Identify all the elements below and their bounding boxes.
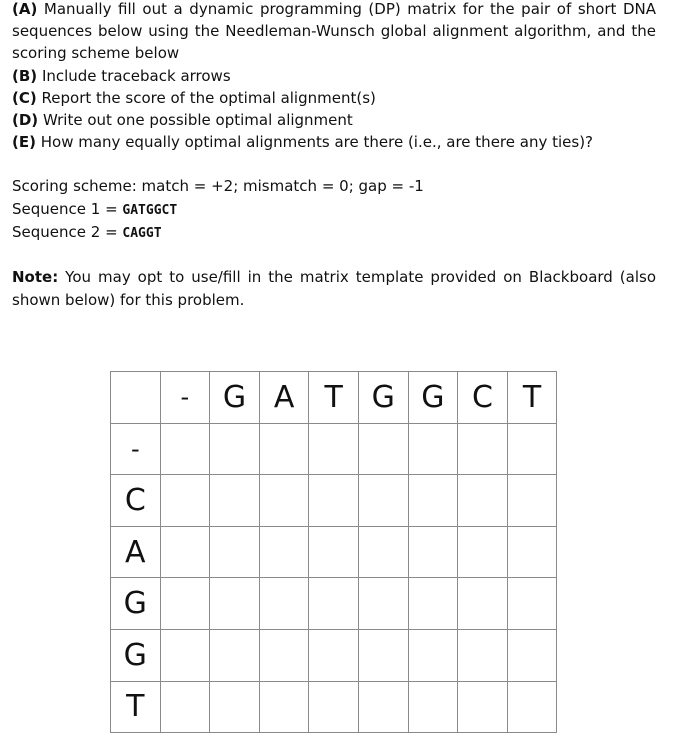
question-a-label: (A) — [12, 0, 38, 18]
note — [12, 266, 656, 311]
matrix-empty-cell — [160, 629, 210, 681]
matrix-empty-cell — [309, 475, 359, 527]
question-e-label: (E) — [12, 133, 36, 152]
matrix-header-row — [111, 372, 557, 424]
matrix-row — [111, 423, 557, 475]
matrix-empty-cell — [358, 475, 408, 527]
matrix-empty-cell — [160, 423, 210, 475]
matrix-empty-cell — [210, 526, 260, 578]
scoring-block — [12, 175, 424, 244]
matrix-empty-cell — [210, 578, 260, 630]
question-c-label: (C) — [12, 88, 37, 107]
question-b-label: (B) — [12, 66, 38, 85]
question-e-text: How many equally optimal alignments are there (i.e., are there any ties)? — [40, 133, 594, 152]
matrix-empty-cell — [408, 475, 458, 527]
matrix-empty-cell — [358, 578, 408, 630]
matrix-column-header: G — [210, 372, 260, 424]
scoring-scheme: Scoring scheme: match = +2; mismatch = 0; gap = -1 — [12, 177, 424, 195]
question-b — [12, 65, 656, 87]
matrix-empty-cell — [408, 629, 458, 681]
dp-matrix-template — [110, 371, 557, 733]
matrix-empty-cell — [259, 578, 309, 630]
matrix-row — [111, 629, 557, 681]
question-list — [12, 0, 656, 153]
matrix-empty-cell — [458, 629, 508, 681]
matrix-row — [111, 578, 557, 630]
matrix-empty-cell — [160, 526, 210, 578]
matrix-empty-cell — [160, 475, 210, 527]
matrix-empty-cell — [259, 475, 309, 527]
matrix-empty-cell — [408, 423, 458, 475]
matrix-empty-cell — [259, 423, 309, 475]
matrix-empty-cell — [160, 578, 210, 630]
matrix-row-header: - — [111, 423, 161, 475]
matrix-empty-cell — [358, 526, 408, 578]
matrix-column-header: - — [160, 372, 210, 424]
matrix-empty-cell — [507, 475, 557, 527]
matrix-empty-cell — [458, 578, 508, 630]
matrix-column-header: A — [259, 372, 309, 424]
question-b-text: Include traceback arrows — [41, 66, 231, 85]
question-a-text: Manually fill out a dynamic programming (DP) matrix for the pair of short DNA sequences below using the Needleman-Wunsch global alignment algorithm, and the scoring scheme below — [12, 0, 656, 63]
matrix-empty-cell — [309, 681, 359, 733]
sequence-2 — [12, 221, 424, 244]
matrix-empty-cell — [408, 526, 458, 578]
matrix-empty-cell — [408, 681, 458, 733]
matrix-row — [111, 681, 557, 733]
note-label: Note: — [12, 268, 59, 286]
matrix-empty-cell — [259, 629, 309, 681]
matrix-row-header: C — [111, 475, 161, 527]
matrix-empty-cell — [458, 423, 508, 475]
matrix-empty-cell — [458, 681, 508, 733]
matrix-empty-cell — [507, 681, 557, 733]
matrix-column-header: T — [507, 372, 557, 424]
matrix-empty-cell — [259, 526, 309, 578]
matrix-empty-cell — [507, 578, 557, 630]
matrix-row-header: T — [111, 681, 161, 733]
matrix-empty-cell — [309, 629, 359, 681]
sequence-2-value: CAGGT — [122, 226, 162, 241]
note-text: You may opt to use/fill in the matrix template provided on Blackboard (also shown below) for this problem. — [12, 268, 656, 309]
matrix-empty-cell — [210, 629, 260, 681]
question-e — [12, 131, 656, 153]
matrix-empty-cell — [309, 578, 359, 630]
question-d — [12, 109, 656, 131]
sequence-1-value: GATGGCT — [122, 203, 178, 218]
matrix-row-header: G — [111, 578, 161, 630]
matrix-empty-cell — [507, 423, 557, 475]
matrix-empty-cell — [458, 475, 508, 527]
matrix-column-header: C — [458, 372, 508, 424]
matrix-row-header: G — [111, 629, 161, 681]
matrix-empty-cell — [358, 423, 408, 475]
matrix-row-header: A — [111, 526, 161, 578]
matrix-empty-cell — [358, 629, 408, 681]
sequence-1 — [12, 198, 424, 221]
question-d-text: Write out one possible optimal alignment — [42, 111, 353, 130]
matrix-empty-cell — [458, 526, 508, 578]
matrix-empty-cell — [160, 681, 210, 733]
matrix-empty-cell — [309, 423, 359, 475]
matrix-row — [111, 526, 557, 578]
matrix-column-header: G — [358, 372, 408, 424]
matrix-column-header: G — [408, 372, 458, 424]
question-d-label: (D) — [12, 111, 39, 130]
matrix-empty-cell — [210, 423, 260, 475]
matrix-empty-cell — [358, 681, 408, 733]
matrix-column-header: T — [309, 372, 359, 424]
matrix-empty-cell — [210, 681, 260, 733]
matrix-empty-cell — [210, 475, 260, 527]
sequence-2-label: Sequence 2 = — [12, 223, 123, 241]
question-c — [12, 87, 656, 109]
question-c-text: Report the score of the optimal alignment(s) — [41, 88, 376, 107]
matrix-empty-cell — [309, 526, 359, 578]
sequence-1-label: Sequence 1 = — [12, 200, 123, 218]
matrix-empty-cell — [507, 526, 557, 578]
question-a — [12, 0, 656, 65]
matrix-empty-cell — [408, 578, 458, 630]
matrix-corner-cell — [111, 372, 161, 424]
matrix-empty-cell — [507, 629, 557, 681]
matrix-empty-cell — [259, 681, 309, 733]
matrix-row — [111, 475, 557, 527]
